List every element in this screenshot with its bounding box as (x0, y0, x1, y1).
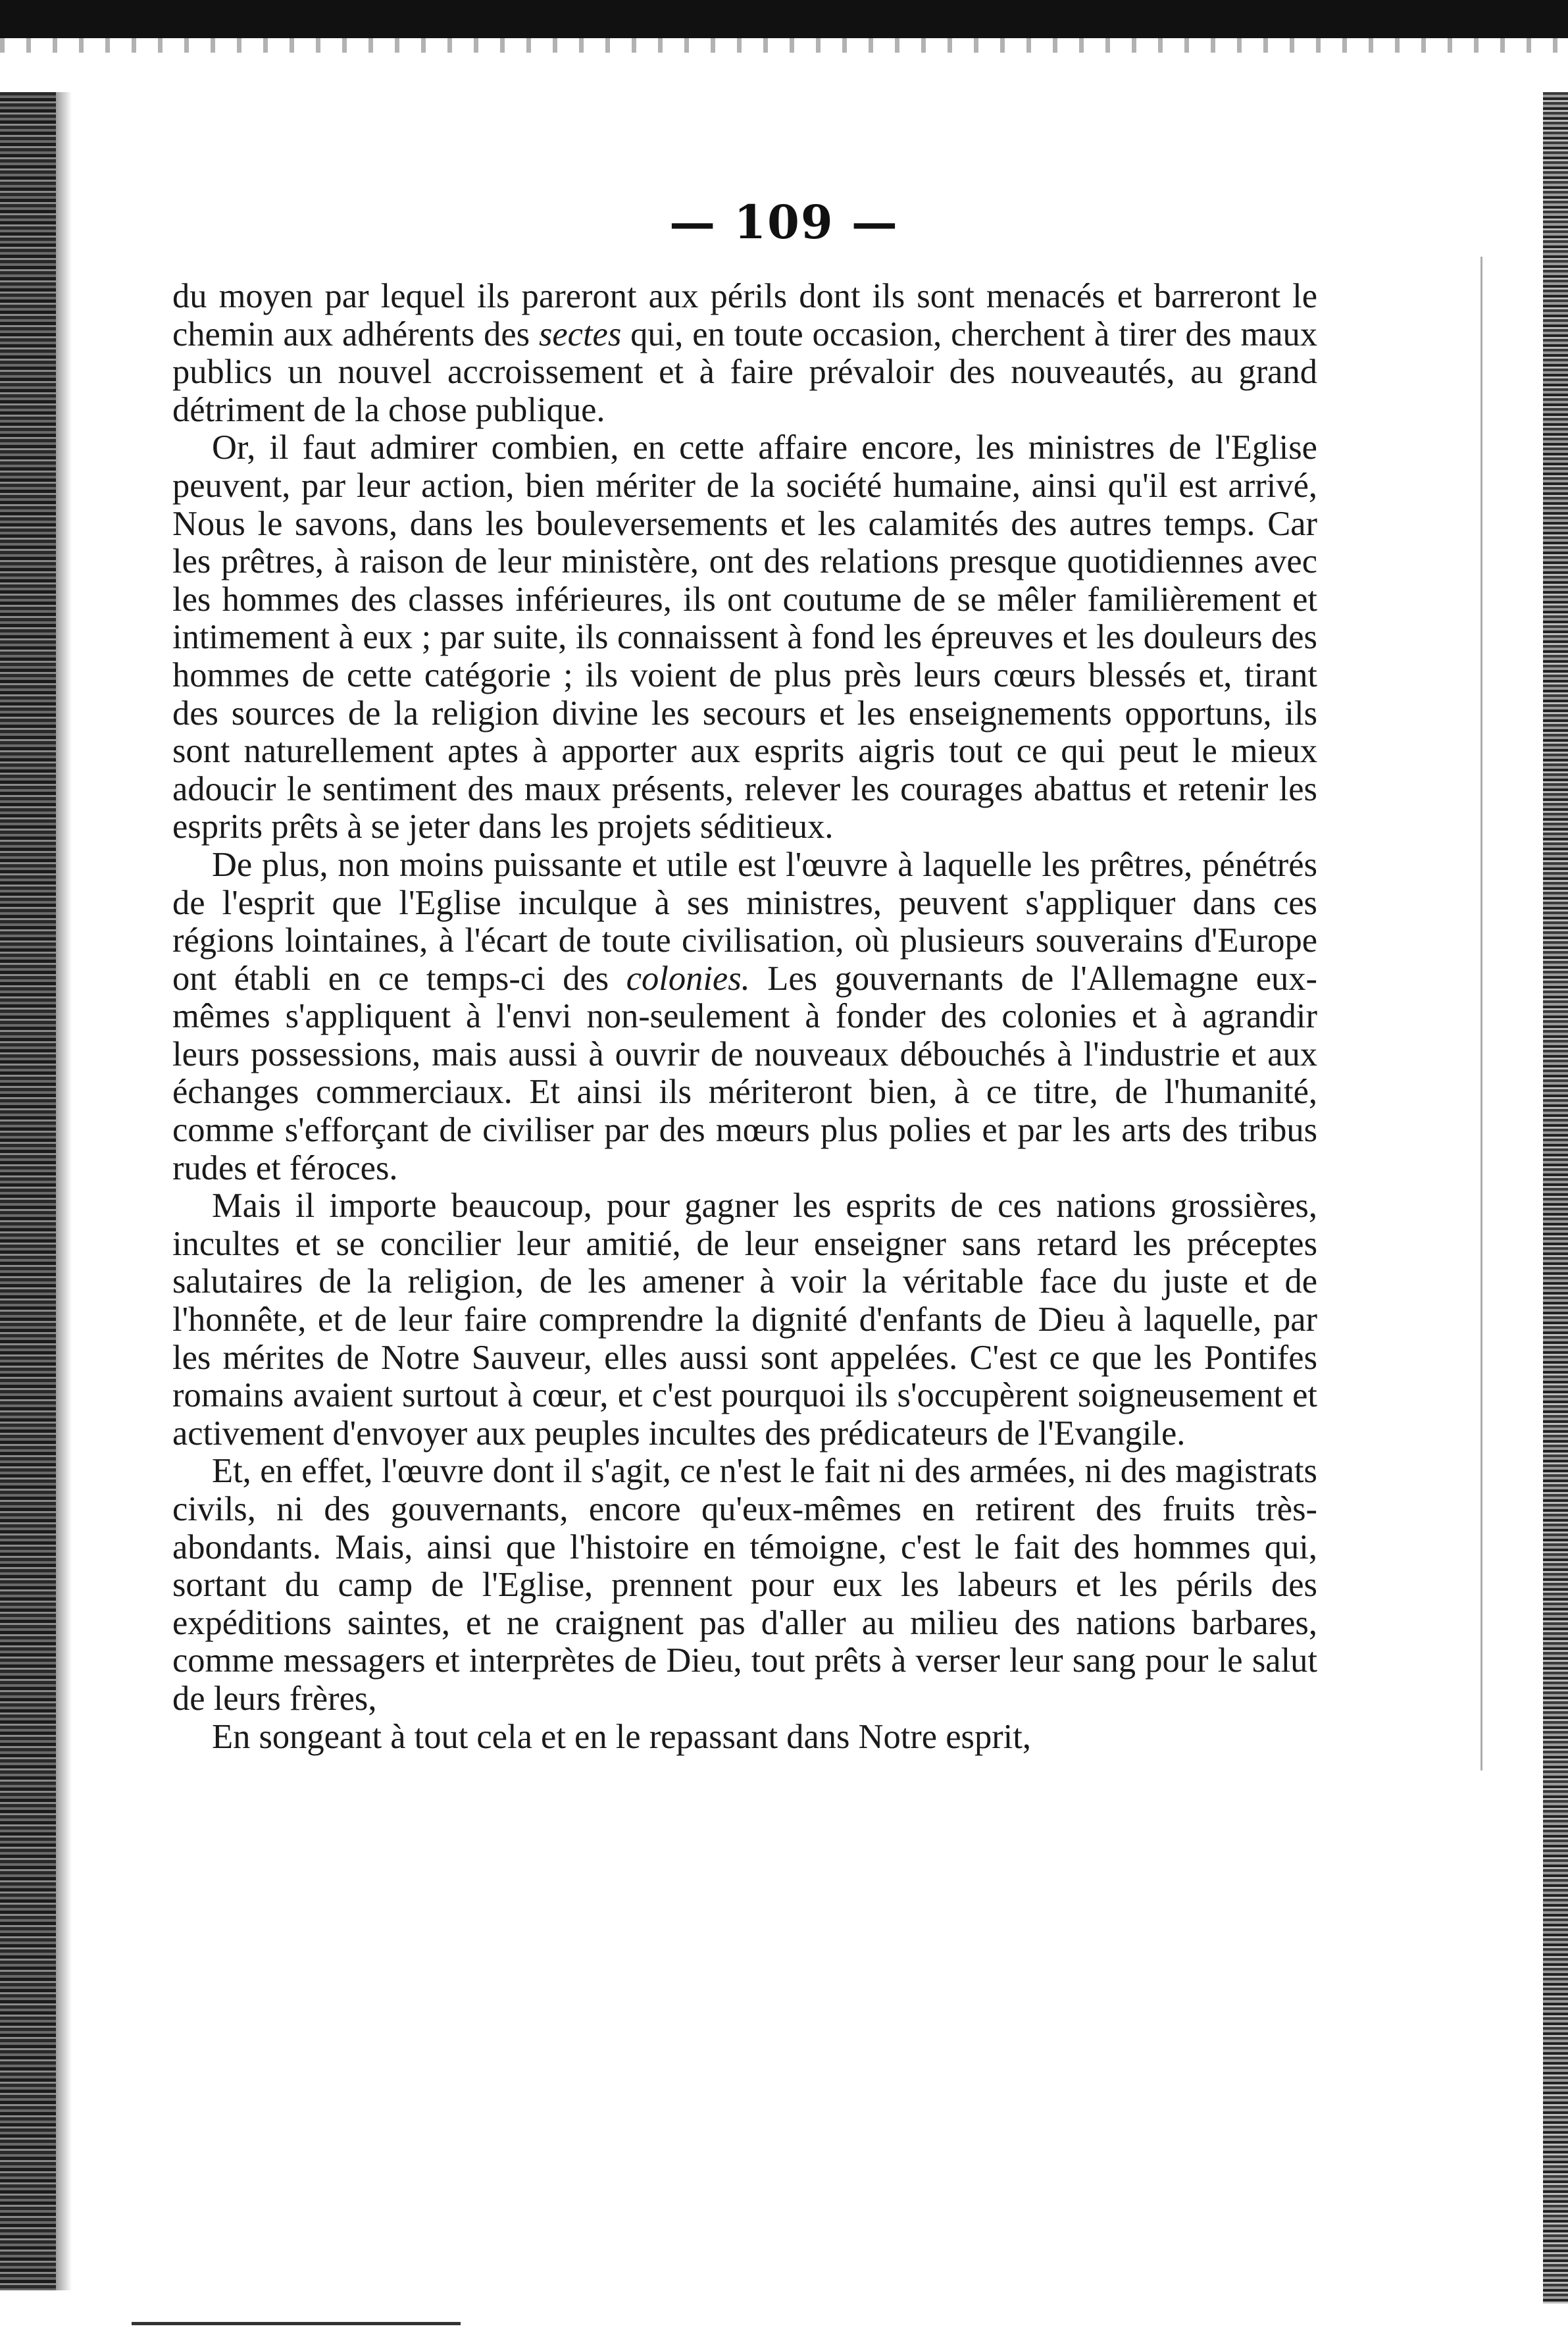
scan-left-border (0, 92, 56, 2290)
paragraph-text: Et, en effet, l'œuvre dont il s'agit, ce n'est le fait ni des armées, ni des magistrats civils, ni des gouvernants, encore qu'eux-mêmes en retirent des fruits très-abondants. Mais, ainsi que l'histoire en témoigne, c'est le fait des hommes qui, sortant du camp de l'Eglise, prennent pour eux les labeurs et les périls des expéditions saintes, et ne craignent pas d'aller au milieu des nations barbares, comme messagers et interprètes de Dieu, tout prêts à verser leur sang pour le salut de leurs frères, (172, 1452, 1317, 1718)
paragraph (172, 1187, 1317, 1453)
paragraph-text: du moyen par lequel ils pareront aux périls dont ils sont menacés et barreront le chemin aux adhérents des (172, 277, 1317, 353)
paragraph (172, 429, 1317, 846)
scan-left-shadow (56, 92, 72, 2290)
body-text (172, 278, 1317, 1756)
paragraph-text: qui, en toute occasion, cherchent à tirer des maux publics un nouvel accroissement et à faire prévaloir des nouveautés, au grand détriment de la chose publique. (172, 315, 1318, 429)
paragraph (172, 1453, 1317, 1718)
scan-right-border (1543, 92, 1568, 2304)
paragraph-text: En songeant à tout cela et en le repassant dans Notre esprit, (212, 1717, 1031, 1756)
italic-text: sectes (538, 315, 622, 353)
scan-bottom-rule (132, 2322, 461, 2325)
paragraph-text: De plus, non moins puissante et utile est l'œuvre à laquelle les prêtres, pénétrés de l'esprit que l'Eglise inculque à ses ministres, peuvent s'appliquer dans ces régions lointaines, à l'écart de toute civilisation, où plusieurs souverains d'Europe ont établi en ce temps-ci des (172, 845, 1317, 998)
italic-text: colonies. (626, 959, 750, 998)
paragraph (172, 846, 1317, 1187)
paragraph (172, 278, 1317, 429)
paragraph-text: Les gouvernants de l'Allemagne eux-mêmes s'appliquent à l'envi non-seulement à fonder des colonies et à agrandir leurs possessions, mais aussi à ouvrir de nouveaux débouchés à l'industrie et aux échanges commerciaux. Et ainsi ils mériteront bien, à ce titre, de l'humanité, comme s'efforçant de civiliser par des mœurs plus polies et par les arts des tribus rudes et féroces. (172, 959, 1317, 1187)
page-number: — 109 — (669, 195, 899, 249)
scan-right-fold-line (1480, 257, 1482, 1770)
scan-top-border (0, 0, 1568, 38)
paragraph-text: Mais il importe beaucoup, pour gagner les esprits de ces nations grossières, incultes et se concilier leur amitié, de leur enseigner sans retard les préceptes salutaires de la religion, de les amener à voir la véritable face du juste et de l'honnête, et de leur faire comprendre la dignité d'enfants de Dieu à laquelle, par les mérites de Notre Sauveur, elles aussi sont appelées. C'est ce que les Pontifes romains avaient surtout à cœur, et c'est pourquoi ils s'occupèrent soigneusement et activement d'envoyer aux peuples incultes des prédicateurs de l'Evangile. (172, 1187, 1317, 1453)
paragraph-text: Or, il faut admirer combien, en cette affaire encore, les ministres de l'Eglise peuvent, par leur action, bien mériter de la société humaine, ainsi qu'il est arrivé, Nous le savons, dans les bouleversements et les calamités des autres temps. Car les prêtres, à raison de leur ministère, ont des relations presque quotidiennes avec les hommes des classes inférieures, ils ont coutume de se mêler familièrement et intimement à eux ; par suite, ils connaissent à fond les épreuves et les douleurs des hommes de cette catégorie ; ils voient de plus près leurs cœurs blessés et, tirant des sources de la religion divine les secours et les enseignements opportuns, ils sont naturellement aptes à apporter aux esprits aigris tout ce qui peut le mieux adoucir le sentiment des maux présents, relever les courages abattus et retenir les esprits prêts à se jeter dans les projets séditieux. (172, 428, 1317, 846)
paragraph (172, 1718, 1317, 1757)
